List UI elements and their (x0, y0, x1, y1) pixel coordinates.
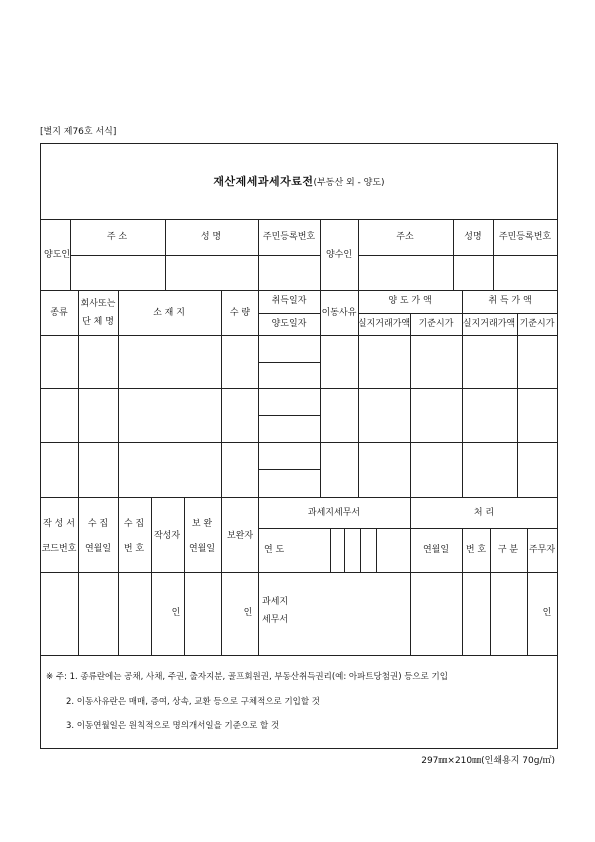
supplement-date-header-line2: 연월일 (188, 544, 216, 554)
transferor-address-header: 주 소 (106, 232, 128, 242)
paper-size-label: 297㎜×210㎜(인쇄용지 70g/㎡) (421, 756, 555, 766)
acquisition-standard-price-header: 기준시가 (519, 319, 555, 329)
transferee-label: 양수인 (325, 250, 353, 260)
line (78, 497, 79, 655)
form-number-label: [별지 제76호 서식] (40, 127, 117, 137)
line (462, 528, 463, 655)
tax-office-label-line1: 과세지 (262, 597, 289, 607)
line (258, 528, 558, 529)
note-2: 2. 이동사유란은 매매, 증여, 상속, 교환 등으로 구체적으로 기입할 것 (66, 697, 321, 707)
collection-date-header-line1: 수 집 (87, 519, 109, 529)
line (70, 255, 320, 256)
line (221, 497, 222, 655)
line (40, 655, 558, 656)
supplementer-seal: 인 (243, 608, 253, 618)
line (320, 290, 321, 497)
quantity-header: 수 량 (229, 308, 251, 318)
transfer-actual-price-header: 실지거래가액 (357, 319, 411, 329)
tax-office-header: 과세지세무서 (307, 508, 361, 518)
manager-seal: 인 (542, 608, 552, 618)
manager-header: 주무자 (528, 545, 556, 555)
office-code-header-line1: 작 성 서 (43, 519, 75, 529)
tax-office-label-line2: 세무서 (262, 615, 289, 625)
transferor-rrn-header: 주민등록번호 (262, 232, 316, 242)
acquisition-value-header: 취 득 가 액 (488, 296, 532, 306)
company-header-line2: 단 체 명 (82, 317, 114, 327)
line (258, 362, 320, 363)
line (258, 313, 320, 314)
line (330, 528, 331, 572)
transfer-standard-price-header: 기준시가 (418, 319, 454, 329)
line (527, 528, 528, 655)
year-header: 연 도 (264, 545, 285, 555)
line (151, 497, 152, 655)
processing-header: 처 리 (473, 508, 495, 518)
line (360, 528, 361, 572)
line (258, 415, 320, 416)
line (493, 219, 494, 290)
line (118, 497, 119, 655)
collection-number-header-line2: 번 호 (123, 544, 145, 554)
line (376, 528, 377, 572)
supplement-date-header-line1: 보 완 (191, 519, 213, 529)
supplementer-header: 보완자 (226, 531, 254, 541)
transfer-date-header: 양도일자 (271, 319, 307, 329)
writer-header: 작성자 (153, 531, 181, 541)
line (344, 528, 345, 572)
transferee-name-header: 성명 (464, 232, 482, 242)
title-block (40, 143, 558, 219)
line (258, 290, 259, 497)
form-subtitle: (부동산 외 - 양도) (313, 177, 385, 188)
line (410, 497, 411, 655)
location-header: 소 재 지 (153, 308, 185, 318)
line (258, 219, 259, 290)
line (78, 290, 79, 497)
line (70, 219, 71, 290)
transferee-address-header: 주소 (396, 232, 414, 242)
acquisition-date-header: 취득일자 (271, 296, 307, 306)
line (258, 497, 259, 655)
line (221, 290, 222, 497)
office-code-header-line2: 코드번호 (41, 544, 77, 554)
acquisition-actual-price-header: 실지거래가액 (462, 319, 516, 329)
line (453, 219, 454, 290)
transfer-value-header: 양 도 가 액 (388, 296, 432, 306)
line (358, 313, 558, 314)
note-3: 3. 이동연월일은 원칙적으로 명의개서일을 기준으로 할 것 (66, 721, 280, 731)
line (358, 255, 558, 256)
processing-number-header: 번 호 (465, 545, 487, 555)
line (490, 528, 491, 655)
line (410, 313, 411, 497)
transfer-reason-header: 이동사유 (321, 308, 357, 318)
line (320, 219, 321, 290)
transferor-name-header: 성 명 (200, 232, 222, 242)
transferee-rrn-header: 주민등록번호 (498, 232, 552, 242)
line (40, 219, 558, 220)
line (258, 469, 320, 470)
line (184, 497, 185, 655)
form-title: 재산제세과세자료전 (213, 175, 314, 188)
writer-seal: 인 (171, 608, 181, 618)
line (358, 219, 359, 290)
note-1: ※ 주: 1. 종류란에는 공채, 사채, 주권, 출자지분, 골프회원권, 부동산취득권리(예: 아파트당첨권) 등으로 기입 (46, 672, 448, 682)
collection-number-header-line1: 수 집 (123, 519, 145, 529)
category-header: 구 분 (497, 545, 519, 555)
collection-date-header-line2: 연월일 (84, 544, 112, 554)
line (517, 313, 518, 497)
transferor-label: 양도인 (44, 250, 71, 260)
line (118, 290, 119, 497)
line (165, 219, 166, 290)
company-header-line1: 회사또는 (80, 299, 116, 309)
processing-date-header: 연월일 (422, 545, 450, 555)
type-header: 종류 (50, 308, 68, 318)
